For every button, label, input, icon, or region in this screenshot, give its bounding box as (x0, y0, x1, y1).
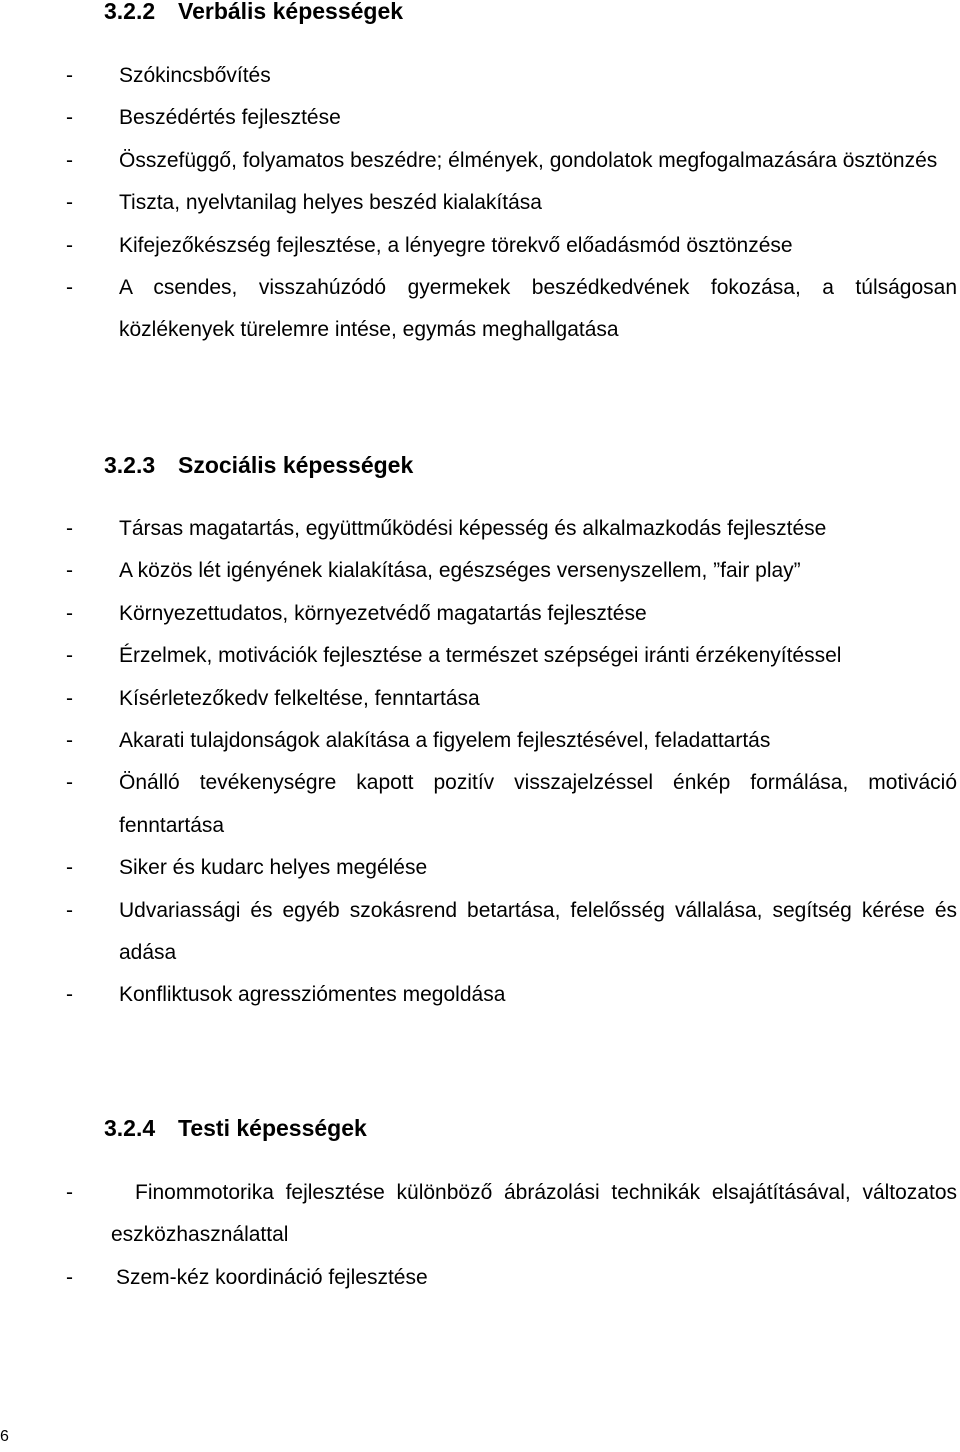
bullet-dash: - (66, 729, 73, 753)
list-item (66, 593, 957, 635)
testi-list (66, 1172, 957, 1299)
list-item-text: Beszédértés fejlesztése (119, 106, 341, 130)
bullet-dash: - (66, 191, 73, 215)
section-title: Szociális képességek (178, 452, 414, 478)
bullet-dash: - (66, 601, 73, 625)
list-item (66, 762, 957, 847)
section-heading-szocialis (104, 452, 413, 479)
section-title: Testi képességek (178, 1115, 367, 1141)
bullet-dash: - (66, 1265, 73, 1289)
bullet-dash: - (66, 983, 73, 1007)
list-item (66, 974, 957, 1016)
list-item-text: Finommotorika fejlesztése különböző ábrázolási technikák elsajátításával, változatos eszközhasználattal (111, 1181, 957, 1247)
list-item-text: Akarati tulajdonságok alakítása a figyelem fejlesztésével, feladattartás (119, 729, 771, 753)
list-item (66, 550, 957, 592)
section-number: 3.2.2 (104, 0, 156, 24)
list-item-text: Udvariassági és egyéb szokásrend betartása, felelősség vállalása, segítség kérése és adása (119, 898, 957, 965)
list-item-text: A közös lét igényének kialakítása, egészséges versenyszellem, ”fair play” (119, 559, 801, 583)
list-item (66, 182, 957, 224)
bullet-dash: - (66, 106, 73, 130)
list-item (66, 678, 957, 720)
list-item-text: Tiszta, nyelvtanilag helyes beszéd kialakítása (119, 191, 542, 215)
section-number: 3.2.4 (104, 1115, 156, 1141)
bullet-dash: - (66, 276, 73, 300)
list-item-text: Környezettudatos, környezetvédő magatartás fejlesztése (119, 601, 647, 625)
list-item (66, 720, 957, 762)
list-item-text: Önálló tevékenységre kapott pozitív visszajelzéssel énkép formálása, motiváció fenntartása (119, 771, 957, 837)
list-item (66, 1257, 957, 1299)
bullet-dash: - (66, 856, 73, 880)
bullet-dash: - (66, 517, 73, 540)
section-heading-verbalis (104, 0, 403, 25)
list-item-text: Konfliktusok agressziómentes megoldása (119, 983, 506, 1007)
section-heading-testi (104, 1115, 367, 1142)
bullet-dash: - (66, 233, 73, 257)
list-item-text: Szem-kéz koordináció fejlesztése (116, 1265, 428, 1289)
bullet-dash: - (66, 686, 73, 710)
bullet-dash: - (66, 64, 73, 87)
list-item-text: Összefüggő, folyamatos beszédre; élmények, gondolatok megfogalmazására ösztönzés (119, 148, 938, 172)
list-item (66, 508, 957, 550)
list-item (66, 847, 957, 889)
list-item (66, 140, 957, 182)
bullet-dash: - (66, 644, 73, 668)
bullet-dash: - (66, 1181, 73, 1204)
list-item-text: A csendes, visszahúzódó gyermekek beszédkedvének fokozása, a túlságosan közlékenyek türelemre intése, egymás meghallgatása (119, 276, 957, 342)
list-item-text: Siker és kudarc helyes megélése (119, 856, 428, 880)
list-item-text: Érzelmek, motivációk fejlesztése a természet szépségei iránti érzékenyítéssel (119, 644, 842, 668)
list-item (66, 267, 957, 352)
list-item (66, 890, 957, 975)
bullet-dash: - (66, 148, 73, 172)
list-item (66, 97, 957, 139)
list-item-text: Társas magatartás, együttműködési képesség és alkalmazkodás fejlesztése (119, 517, 827, 540)
list-item (66, 1172, 957, 1257)
list-item-text: Kísérletezőkedv felkeltése, fenntartása (119, 686, 480, 710)
section-title: Verbális képességek (178, 0, 404, 24)
list-item (66, 635, 957, 677)
verbalis-list (66, 55, 957, 352)
bullet-dash: - (66, 898, 73, 922)
list-item (66, 55, 957, 97)
szocialis-list (66, 508, 957, 1017)
section-number: 3.2.3 (104, 452, 156, 478)
page-number: 6 (0, 1428, 9, 1445)
bullet-dash: - (66, 559, 73, 583)
list-item-text: Kifejezőkészség fejlesztése, a lényegre törekvő előadásmód ösztönzése (119, 233, 793, 257)
list-item-text: Szókincsbővítés (119, 64, 271, 87)
list-item (66, 225, 957, 267)
bullet-dash: - (66, 771, 73, 795)
